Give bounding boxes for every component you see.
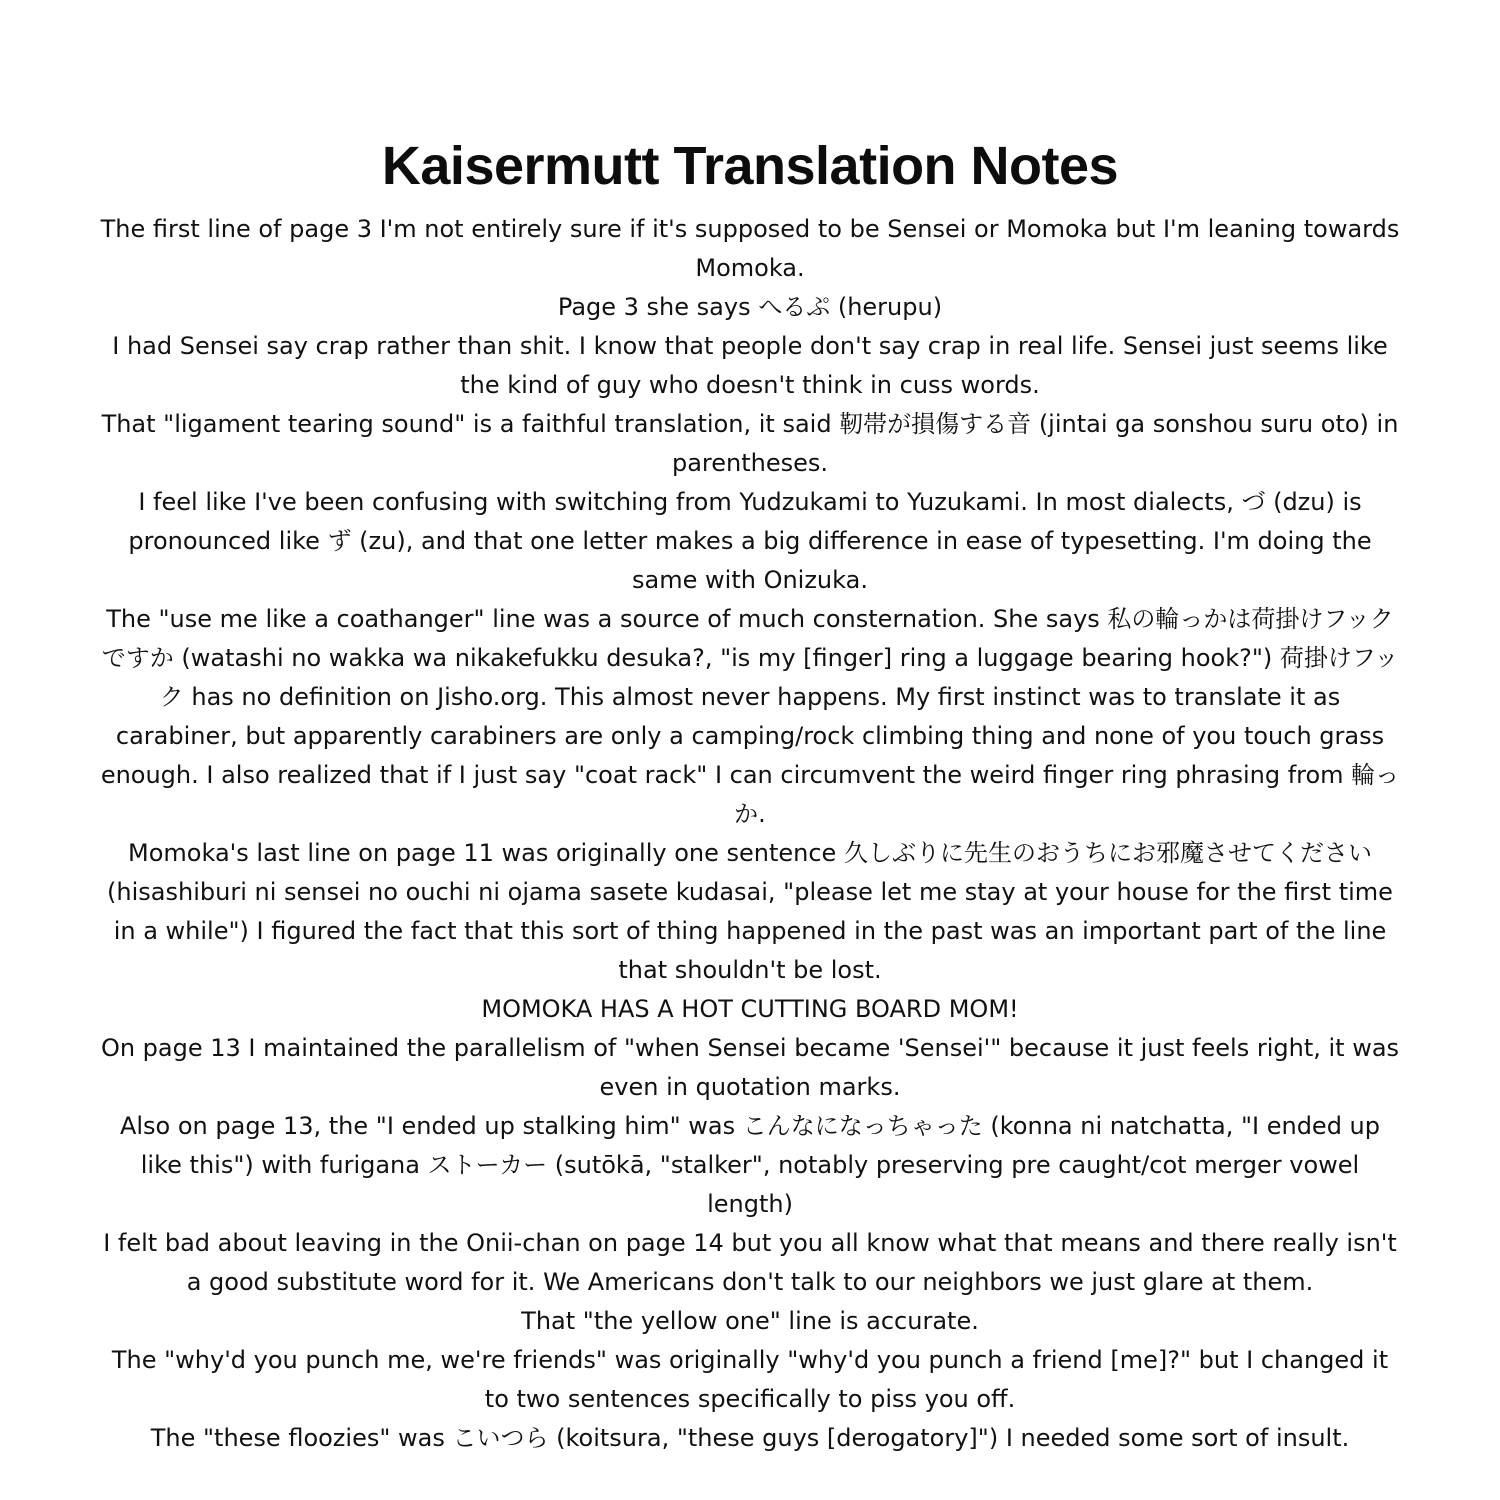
note-3: I had Sensei say crap rather than shit. I know that people don't say crap in real life. Sensei just seems like the kind of guy who doesn't think in cuss words.	[112, 332, 1388, 399]
translation-notes-page	[100, 130, 1400, 1458]
note-6: The "use me like a coathanger" line was a source of much consternation. She says 私の輪っかは荷掛けフックですか (watashi no wakka wa nikakefukku desuka?, "is my [finger] ring a luggage bearing hook?") 荷掛けフック has no definition on Jisho.org. This almost never happens. My first instinct was to translate it as carabiner, but apparently carabiners are only a camping/rock climbing thing and none of you touch grass enough. I also realized that if I just say "coat rack" I can circumvent the weird finger ring phrasing from 輪っか.	[100, 605, 1400, 828]
note-8: MOMOKA HAS A HOT CUTTING BOARD MOM!	[481, 995, 1019, 1023]
note-9: On page 13 I maintained the parallelism of "when Sensei became 'Sensei'" because it just feels right, it was even in quotation marks.	[100, 1034, 1400, 1101]
note-5: I feel like I've been confusing with switching from Yudzukami to Yuzukami. In most dialects, づ (dzu) is pronounced like ず (zu), and that one letter makes a big difference in ease of typesetting. I'm doing the same with Onizuka.	[128, 488, 1372, 594]
note-4: That "ligament tearing sound" is a faithful translation, it said 靭帯が損傷する音 (jintai ga sonshou suru oto) in parentheses.	[101, 410, 1399, 477]
note-12: That "the yellow one" line is accurate.	[521, 1307, 979, 1335]
note-7: Momoka's last line on page 11 was originally one sentence 久しぶりに先生のおうちにお邪魔させてください (hisashiburi ni sensei no ouchi ni ojama sasete kudasai, "please let me stay at your house for the first time in a while") I figured the fact that this sort of thing happened in the past was an important part of the line that shouldn't be lost.	[107, 839, 1393, 984]
note-1: The first line of page 3 I'm not entirely sure if it's supposed to be Sensei or Momoka but I'm leaning towards Momoka.	[100, 215, 1400, 282]
note-11: I felt bad about leaving in the Onii-chan on page 14 but you all know what that means and there really isn't a good substitute word for it. We Americans don't talk to our neighbors we just glare at them.	[103, 1229, 1397, 1296]
note-14: The "these floozies" was こいつら (koitsura, "these guys [derogatory]") I needed some sort of insult.	[150, 1424, 1350, 1452]
note-13: The "why'd you punch me, we're friends" was originally "why'd you punch a friend [me]?" but I changed it to two sentences specifically to piss you off.	[111, 1346, 1389, 1413]
note-10: Also on page 13, the "I ended up stalking him" was こんなになっちゃった (konna ni natchatta, "I ended up like this") with furigana ストーカー (sutōkā, "stalker", notably preserving pre caught/cot merger vowel length)	[119, 1112, 1381, 1218]
page-title: Kaisermutt Translation Notes	[381, 136, 1119, 196]
note-2: Page 3 she says へるぷ (herupu)	[557, 293, 943, 321]
notes-list	[100, 210, 1400, 1458]
